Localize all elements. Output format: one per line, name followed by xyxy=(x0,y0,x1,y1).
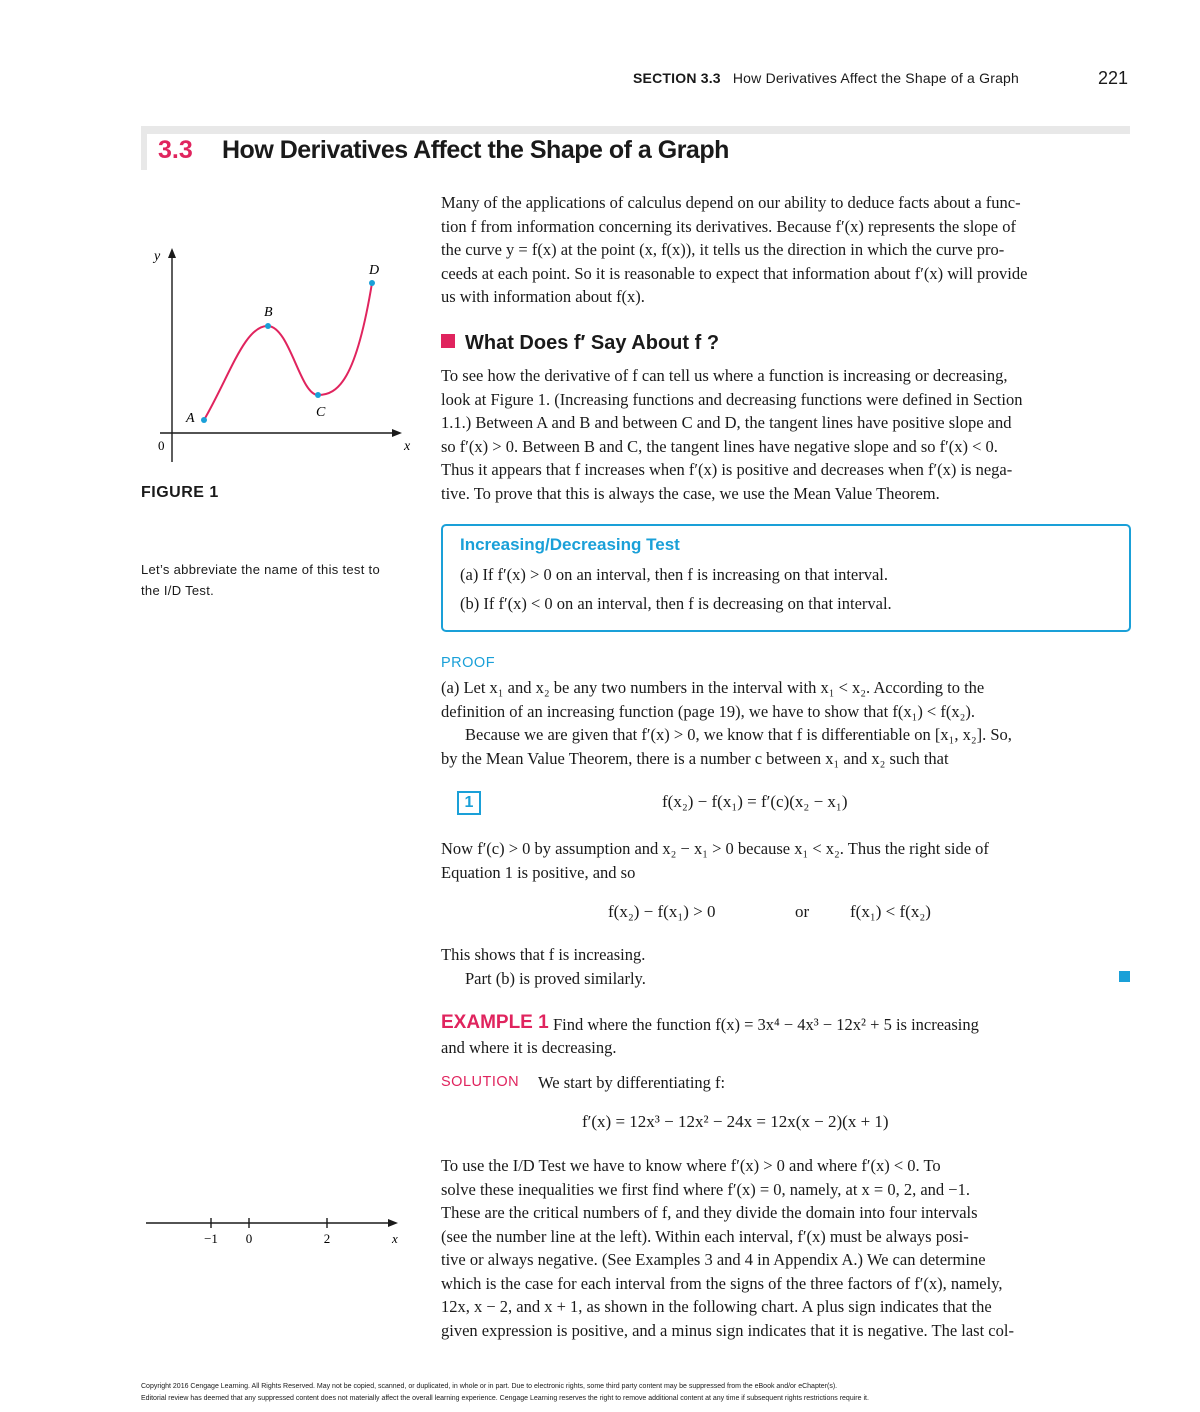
text-line: tive or always negative. (See Examples 3 and 4 in Appendix A.) We can determine xyxy=(441,1250,986,1269)
copyright-footer xyxy=(141,1381,1061,1405)
text-line: ceeds at each point. So it is reasonable to expect that information about f′(x) will provide xyxy=(441,263,1028,283)
running-head-section: SECTION 3.3 xyxy=(633,70,721,86)
proof-paragraph-a xyxy=(441,676,1131,723)
text-line: given expression is positive, and a minus sign indicates that it is negative. The last col- xyxy=(441,1320,1014,1340)
copyright-line: Copyright 2016 Cengage Learning. All Rights Reserved. May not be copied, scanned, or duplicated, in whole or in part. Due to electronic rights, some third party content may be suppressed from the eBook and/or eChapter(s). xyxy=(141,1383,838,1390)
text-line: by the Mean Value Theorem, there is a number c between x₁ and x₂ such that xyxy=(441,748,949,768)
x-axis-arrow-icon xyxy=(392,429,402,437)
margin-note: Let’s abbreviate the name of this test to the I/D Test. xyxy=(141,562,380,598)
equation-2-or: or xyxy=(795,902,810,921)
origin-label: 0 xyxy=(158,438,165,453)
figure-1-caption: FIGURE 1 xyxy=(141,484,219,501)
copyright-line: Editorial review has deemed that any suppressed content does not materially affect the overall learning experience. Cengage Learning reserves the right to remove additional content at any time if subsequent rights restrictions require it. xyxy=(141,1395,869,1402)
text-line: Part (b) is proved similarly. xyxy=(465,968,646,988)
equation-number-box: 1 xyxy=(457,791,481,815)
curve xyxy=(204,283,372,420)
paragraph-figure-discussion xyxy=(441,364,1131,505)
derivative-equation: f′(x) = 12x³ − 12x² − 24x = 12x(x − 2)(x + 1) xyxy=(582,1112,889,1131)
proof-label: PROOF xyxy=(441,655,496,671)
section-number: 3.3 xyxy=(158,136,193,164)
running-head xyxy=(633,70,1019,86)
text-line: (see the number line at the left). Within each interval, f′(x) must be always posi- xyxy=(441,1226,969,1246)
test-item-a: (a) If f′(x) > 0 on an interval, then f is increasing on that interval. xyxy=(460,565,889,584)
text-line: Equation 1 is positive, and so xyxy=(441,862,636,882)
x-axis-label: x xyxy=(404,439,411,454)
text-line: definition of an increasing function (page 19), we have to show that f(x₁) < f(x₂). xyxy=(441,701,975,721)
tick-label: 2 xyxy=(323,1231,331,1246)
number-line-arrow-icon xyxy=(388,1219,398,1227)
solution-text: We start by differentiating f: xyxy=(538,1073,726,1092)
label-C: C xyxy=(316,405,326,420)
point-A xyxy=(201,417,207,423)
y-axis-label: y xyxy=(154,249,161,264)
text-line: This shows that f is increasing. xyxy=(441,945,646,964)
intro-paragraph xyxy=(441,191,1131,309)
subheading-text: What Does f′ Say About f ? xyxy=(465,332,720,354)
label-B: B xyxy=(264,305,273,320)
equation-2-left: f(x₂) − f(x₁) > 0 xyxy=(608,902,716,921)
text-line: solve these inequalities we first find where f′(x) = 0, namely, at x = 0, 2, and −1. xyxy=(441,1179,970,1199)
text-line: To see how the derivative of f can tell us where a function is increasing or decreasing, xyxy=(441,366,1008,385)
text-line: so f′(x) > 0. Between B and C, the tangent lines have negative slope and so f′(x) < 0. xyxy=(441,436,998,456)
number-line-x-label: x xyxy=(392,1231,398,1246)
subheading-square-icon xyxy=(441,334,455,348)
label-D: D xyxy=(369,263,380,278)
text-line: Thus it appears that f increases when f′(x) is positive and decreases when f′(x) is nega- xyxy=(441,460,1013,479)
tick-label: 0 xyxy=(245,1231,253,1246)
text-line: Now f′(c) > 0 by assumption and x₂ − x₁ > 0 because x₁ < x₂. Thus the right side of xyxy=(441,839,989,858)
subheading xyxy=(441,332,719,355)
proof-paragraph-b xyxy=(441,723,1131,770)
end-of-proof-square-icon xyxy=(1119,971,1130,982)
text-line: look at Figure 1. (Increasing functions and decreasing functions were defined in Section xyxy=(441,389,1023,409)
label-A: A xyxy=(186,411,195,426)
equation-2-right: f(x₁) < f(x₂) xyxy=(850,902,931,921)
text-line: These are the critical numbers of f, and they divide the domain into four intervals xyxy=(441,1203,978,1222)
proof-paragraph-c xyxy=(441,837,1131,884)
text-line: the curve y = f(x) at the point (x, f(x)), it tells us the direction in which the curve pro- xyxy=(441,240,1005,259)
running-head-title: How Derivatives Affect the Shape of a Graph xyxy=(732,70,1020,86)
example-statement-line1: Find where the function f(x) = 3x⁴ − 4x³ − 12x² + 5 is increasing xyxy=(553,1015,979,1034)
text-line: 1.1.) Between A and B and between C and D, the tangent lines have positive slope and xyxy=(441,413,1012,432)
figure-1-graph xyxy=(140,240,420,470)
test-item-b: (b) If f′(x) < 0 on an interval, then f is decreasing on that interval. xyxy=(460,594,892,613)
point-B xyxy=(265,323,271,329)
text-line: tive. To prove that this is always the case, we use the Mean Value Theorem. xyxy=(441,483,940,503)
proof-conclusion xyxy=(441,943,1131,990)
text-line: 12x, x − 2, and x + 1, as shown in the following chart. A plus sign indicates that the xyxy=(441,1297,992,1316)
example-paragraph xyxy=(441,1154,1131,1342)
equation-1: f(x₂) − f(x₁) = f′(c)(x₂ − x₁) xyxy=(662,792,848,811)
test-box-title: Increasing/Decreasing Test xyxy=(460,535,680,554)
text-line: Because we are given that f′(x) > 0, we know that f is differentiable on [x₁, x₂]. So, xyxy=(465,725,1012,744)
page-number: 221 xyxy=(1098,68,1129,88)
point-C xyxy=(315,392,321,398)
text-line: (a) Let x₁ and x₂ be any two numbers in the interval with x₁ < x₂. According to the xyxy=(441,678,985,697)
text-line: us with information about f(x). xyxy=(441,287,645,306)
y-axis-arrow-icon xyxy=(168,248,176,258)
tick-label: −1 xyxy=(204,1231,218,1246)
text-line: tion f from information concerning its derivatives. Because f′(x) represents the slope of xyxy=(441,216,1016,236)
text-line: Many of the applications of calculus depend on our ability to deduce facts about a func- xyxy=(441,193,1021,212)
text-line: which is the case for each interval from the signs of the three factors of f′(x), namely, xyxy=(441,1273,1003,1293)
text-line: To use the I/D Test we have to know where f′(x) > 0 and where f′(x) < 0. To xyxy=(441,1156,941,1175)
point-D xyxy=(369,280,375,286)
example-statement-line2: and where it is decreasing. xyxy=(441,1038,617,1057)
example-label: EXAMPLE 1 xyxy=(441,1012,549,1033)
section-title: How Derivatives Affect the Shape of a Graph xyxy=(222,136,729,164)
solution-label: SOLUTION xyxy=(441,1074,520,1090)
number-line xyxy=(140,1210,410,1252)
